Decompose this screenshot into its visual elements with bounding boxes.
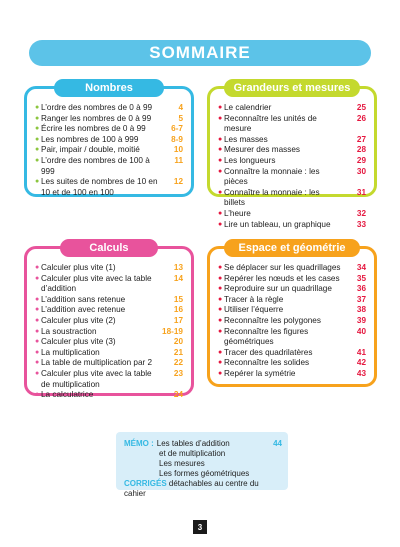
toc-entry-pages: 15	[173, 294, 183, 304]
memo-line: Les formes géométriques	[159, 469, 250, 478]
toc-entry-label: La calculatrice	[41, 390, 94, 400]
toc-entry	[218, 316, 366, 327]
toc-entry-pages: 5	[178, 113, 183, 123]
bullet-icon: ●	[35, 391, 40, 399]
memo-page: 44	[273, 439, 282, 448]
bullet-icon: ●	[218, 359, 223, 367]
section-header-espace: Espace et géométrie	[224, 239, 360, 257]
toc-entry-label: Repérer les nœuds et les cases	[224, 273, 340, 283]
toc-entry-label: Les longueurs	[224, 155, 276, 165]
toc-entry-label: Les nombres de 100 à 999	[41, 134, 139, 144]
bullet-icon: ●	[218, 188, 223, 196]
memo-row	[124, 439, 282, 449]
entry-list	[35, 103, 183, 198]
toc-entry-pages: 10	[173, 145, 183, 155]
bullet-icon: ●	[218, 135, 223, 143]
toc-entry	[218, 209, 366, 220]
toc-entry	[218, 135, 366, 146]
entry-list	[218, 263, 366, 380]
toc-entry-pages: 38	[356, 305, 366, 315]
toc-entry-label: L’addition avec retenue	[41, 305, 126, 315]
toc-entry-pages: 27	[356, 134, 366, 144]
toc-entry-label: Reconnaître les polygones	[224, 315, 321, 325]
toc-entry	[218, 369, 366, 380]
toc-entry-label: Se déplacer sur les quadrillages	[224, 263, 341, 272]
corriges-row	[124, 479, 282, 499]
toc-entry	[218, 284, 366, 295]
section-header-grandeurs: Grandeurs et mesures	[224, 79, 360, 97]
bullet-icon: ●	[35, 135, 40, 143]
toc-entry-pages: 39	[356, 315, 366, 325]
toc-entry	[35, 263, 183, 274]
toc-entry-pages: 16	[173, 305, 183, 315]
corriges-label: CORRIGÉS	[124, 479, 167, 488]
toc-entry	[218, 103, 366, 114]
toc-entry	[35, 348, 183, 359]
page-title: SOMMAIRE	[149, 43, 251, 62]
toc-entry-label: L’addition sans retenue	[41, 294, 126, 304]
bullet-icon: ●	[35, 178, 40, 186]
toc-entry-label: Mesurer des masses	[224, 145, 300, 155]
toc-entry	[218, 156, 366, 167]
toc-entry	[35, 114, 183, 125]
bullet-icon: ●	[35, 369, 40, 377]
toc-entry	[35, 103, 183, 114]
toc-entry-pages: 34	[356, 263, 366, 272]
bullet-icon: ●	[218, 274, 223, 282]
toc-entry-pages: 33	[356, 219, 366, 229]
bullet-icon: ●	[218, 156, 223, 164]
toc-entry-label: Calculer plus vite (2)	[41, 315, 116, 325]
toc-entry	[35, 358, 183, 369]
toc-entry	[35, 369, 183, 390]
memo-line: Les tables d’addition	[156, 439, 230, 448]
bullet-icon: ●	[35, 264, 40, 271]
section-grandeurs	[207, 82, 377, 229]
bullet-icon: ●	[218, 285, 223, 293]
toc-entry-pages: 40	[356, 326, 366, 336]
toc-entry	[218, 295, 366, 306]
toc-entry-label: La multiplication	[41, 347, 100, 357]
toc-entry	[35, 177, 183, 198]
toc-entry-label: Les masses	[224, 134, 268, 144]
bullet-icon: ●	[35, 306, 40, 314]
toc-entry-label: Reconnaître les figures géométriques	[224, 326, 309, 347]
bullet-icon: ●	[35, 146, 40, 154]
bullet-icon: ●	[35, 274, 40, 282]
toc-entry-label: Repérer la symétrie	[224, 368, 296, 378]
toc-entry-pages: 4	[178, 103, 183, 112]
toc-entry-pages: 28	[356, 145, 366, 155]
bullet-icon: ●	[218, 348, 223, 356]
toc-entry	[35, 145, 183, 156]
toc-entry-label: L’ordre des nombres de 100 à 999	[41, 155, 150, 176]
bullet-icon: ●	[218, 369, 223, 377]
section-header-calculs: Calculs	[60, 239, 158, 257]
toc-entry-label: L’ordre des nombres de 0 à 99	[41, 103, 153, 112]
entry-list	[218, 103, 366, 230]
toc-entry-pages: 29	[356, 155, 366, 165]
toc-entry	[218, 327, 366, 348]
toc-entry-label: Ranger les nombres de 0 à 99	[41, 113, 152, 123]
memo-line: et de multiplication	[159, 449, 226, 458]
corriges-text: détachables au centre du cahier	[124, 479, 259, 498]
toc-entry-pages: 25	[356, 103, 366, 112]
bullet-icon: ●	[35, 316, 40, 324]
bullet-icon: ●	[35, 125, 40, 133]
toc-entry-pages: 37	[356, 294, 366, 304]
section-nombres	[24, 82, 194, 197]
bullet-icon: ●	[218, 327, 223, 335]
bullet-icon: ●	[35, 338, 40, 346]
toc-entry-label: Connaître la monnaie : les billets	[224, 187, 320, 208]
toc-entry	[35, 305, 183, 316]
toc-entry-pages: 23	[173, 368, 183, 378]
section-espace	[207, 242, 377, 387]
toc-entry	[35, 337, 183, 348]
memo-line: Les mesures	[159, 459, 205, 468]
toc-entry-pages: 30	[356, 166, 366, 176]
toc-entry-label: Calculer plus vite avec la table d’addition	[41, 273, 152, 294]
toc-entry-label: La table de multiplication par 2	[41, 358, 153, 368]
toc-entry-pages: 17	[173, 315, 183, 325]
toc-entry-label: Lire un tableau, un graphique	[224, 219, 331, 229]
bullet-icon: ●	[35, 114, 40, 122]
bullet-icon: ●	[218, 209, 223, 217]
toc-entry	[218, 305, 366, 316]
bullet-icon: ●	[35, 348, 40, 356]
toc-entry-label: Les suites de nombres de 10 en 10 et de 100 en 100	[41, 177, 158, 197]
toc-entry	[35, 390, 183, 401]
toc-entry-label: Connaître la monnaie : les pièces	[224, 166, 320, 187]
bullet-icon: ●	[218, 104, 223, 111]
toc-entry-pages: 13	[173, 263, 183, 272]
toc-entry-label: Utiliser l’équerre	[224, 305, 284, 315]
toc-entry-label: Calculer plus vite (3)	[41, 337, 116, 347]
toc-entry-label: Calculer plus vite (1)	[41, 263, 116, 272]
toc-entry-label: Écrire les nombres de 0 à 99	[41, 124, 146, 134]
bullet-icon: ●	[218, 220, 223, 228]
toc-entry-pages: 21	[173, 347, 183, 357]
toc-entry	[218, 274, 366, 285]
toc-entry-label: La soustraction	[41, 326, 97, 336]
toc-entry	[35, 124, 183, 135]
page-number: 3	[193, 520, 207, 534]
toc-entry	[218, 167, 366, 188]
toc-entry-label: L’heure	[224, 208, 251, 218]
toc-entry-pages: 42	[356, 358, 366, 368]
title-banner	[29, 40, 371, 66]
toc-entry-label: Pair, impair / double, moitié	[41, 145, 140, 155]
toc-entry-pages: 26	[356, 113, 366, 123]
toc-entry	[35, 135, 183, 146]
toc-entry-pages: 31	[356, 187, 366, 197]
bullet-icon: ●	[218, 167, 223, 175]
toc-entry-pages: 43	[356, 368, 366, 378]
toc-entry	[218, 348, 366, 359]
toc-entry-pages: 6-7	[171, 124, 183, 134]
entry-list	[35, 263, 183, 401]
bullet-icon: ●	[218, 306, 223, 314]
toc-entry-pages: 36	[356, 284, 366, 294]
toc-entry	[218, 145, 366, 156]
toc-entry	[218, 220, 366, 231]
toc-entry	[35, 274, 183, 295]
bullet-icon: ●	[35, 104, 40, 111]
toc-entry	[35, 295, 183, 306]
toc-entry	[35, 327, 183, 338]
toc-entry	[218, 358, 366, 369]
toc-entry	[35, 156, 183, 177]
toc-entry-pages: 18-19	[162, 326, 183, 336]
section-calculs	[24, 242, 194, 400]
toc-entry-pages: 24	[173, 390, 183, 400]
bullet-icon: ●	[35, 359, 40, 367]
memo-box	[116, 432, 288, 498]
toc-entry-label: Calculer plus vite avec la table de multiplication	[41, 368, 152, 389]
section-header-nombres: Nombres	[54, 79, 164, 97]
bullet-icon: ●	[218, 114, 223, 122]
bullet-icon: ●	[218, 295, 223, 303]
toc-entry-label: Reproduire sur un quadrillage	[224, 284, 332, 294]
toc-entry-pages: 35	[356, 273, 366, 283]
bullet-icon: ●	[35, 295, 40, 303]
bullet-icon: ●	[218, 146, 223, 154]
bullet-icon: ●	[35, 327, 40, 335]
toc-entry-pages: 41	[356, 347, 366, 357]
bullet-icon: ●	[218, 316, 223, 324]
toc-entry-pages: 22	[173, 358, 183, 368]
toc-entry-label: Reconnaître les unités de mesure	[224, 113, 317, 134]
toc-entry-pages: 12	[173, 177, 183, 187]
toc-entry	[218, 263, 366, 274]
toc-entry	[35, 316, 183, 327]
toc-entry-label: Tracer des quadrilatères	[224, 347, 313, 357]
toc-entry-pages: 14	[173, 273, 183, 283]
toc-entry-pages: 32	[356, 208, 366, 218]
bullet-icon: ●	[218, 264, 223, 271]
bullet-icon: ●	[35, 156, 40, 164]
memo-label: MÉMO :	[124, 439, 154, 448]
toc-entry-pages: 8-9	[171, 134, 183, 144]
toc-entry-label: Reconnaître les solides	[224, 358, 310, 368]
toc-entry-pages: 11	[174, 155, 183, 165]
toc-entry-label: Tracer à la règle	[224, 294, 284, 304]
toc-entry	[218, 114, 366, 135]
toc-entry-pages: 20	[173, 337, 183, 347]
toc-entry	[218, 188, 366, 209]
toc-entry-label: Le calendrier	[224, 103, 272, 112]
